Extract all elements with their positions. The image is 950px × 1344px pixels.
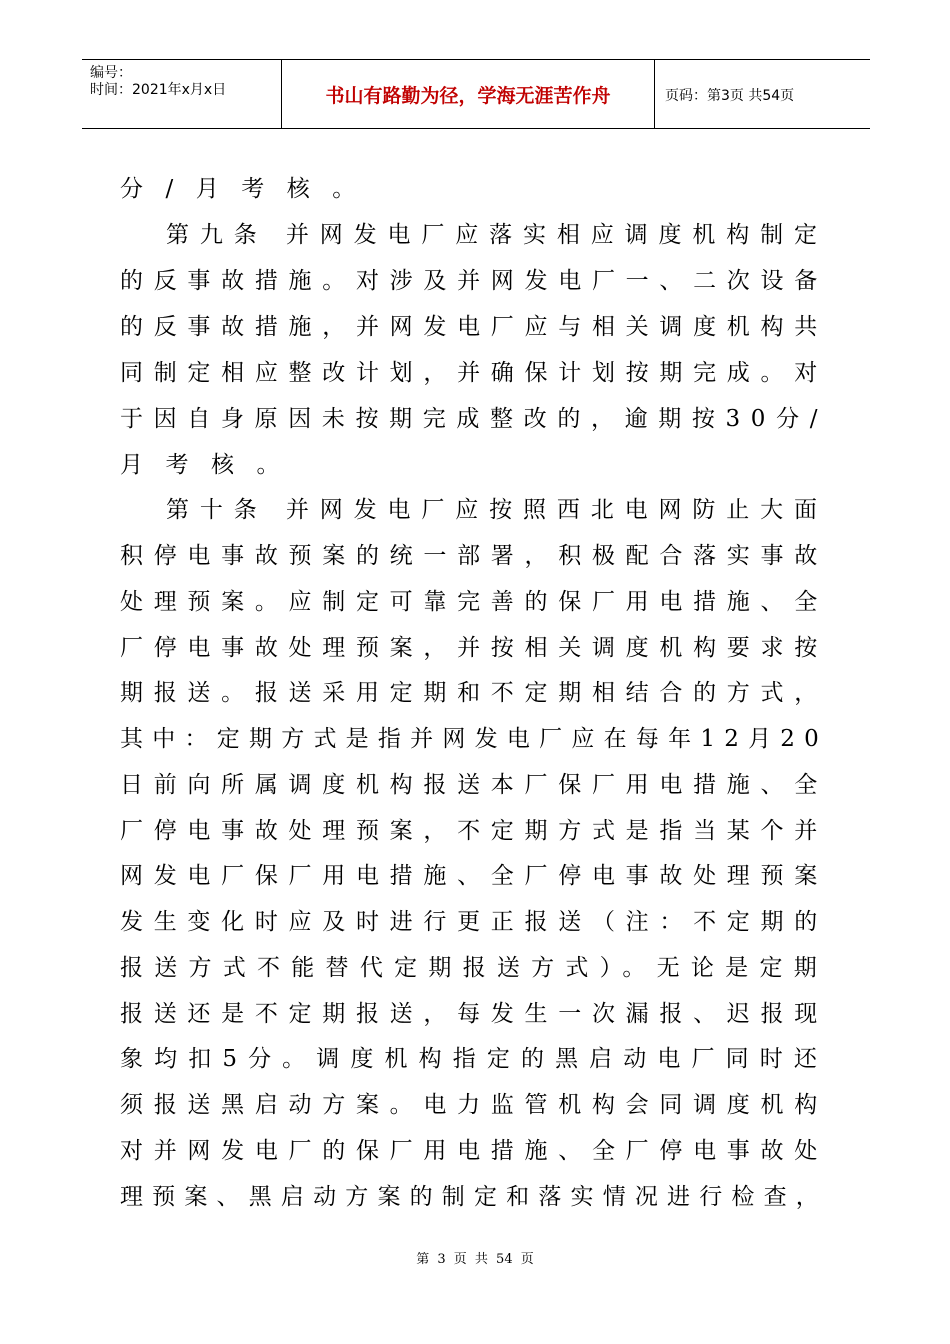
text-line: 第九条 并网发电厂应落实相应调度机构制定 — [166, 222, 828, 248]
header-page-cell — [655, 60, 870, 128]
text-line: 网发电厂保厂用电措施、全厂停电事故处理预案 — [120, 863, 828, 889]
text-line: 同制定相应整改计划，并确保计划按期完成。对 — [120, 360, 828, 386]
text-line: 月考核。 — [120, 452, 302, 478]
text-line: 厂停电事故处理预案，不定期方式是指当某个并 — [120, 818, 828, 844]
page-footer: 第 3 页 共 54 页 — [416, 1252, 534, 1267]
text-line: 理预案、黑启动方案的制定和落实情况进行检查， — [120, 1184, 828, 1210]
text-line: 其中：定期方式是指并网发电厂应在每年12月20 — [120, 726, 829, 752]
text-line: 分/月考核。 — [120, 176, 378, 202]
text-line: 的反事故措施，并网发电厂应与相关调度机构共 — [120, 314, 828, 340]
header-motto: 书山有路勤为径，学海无涯苦作舟 — [325, 85, 611, 107]
text-line: 厂停电事故处理预案，并按相关调度机构要求按 — [120, 635, 828, 661]
text-line: 报送还是不定期报送，每发生一次漏报、迟报现 — [120, 1001, 828, 1027]
text-line: 报送方式不能替代定期报送方式）。无论是定期 — [120, 955, 828, 981]
header-motto-cell — [282, 60, 655, 128]
text-line: 须报送黑启动方案。电力监管机构会同调度机构 — [120, 1092, 828, 1118]
header-meta-cell — [82, 60, 282, 128]
text-line: 日前向所属调度机构报送本厂保厂用电措施、全 — [120, 772, 828, 798]
text-line: 积停电事故预案的统一部署，积极配合落实事故 — [120, 543, 828, 569]
text-line: 处理预案。应制定可靠完善的保厂用电措施、全 — [120, 589, 828, 615]
text-line: 第十条 并网发电厂应按照西北电网防止大面 — [166, 497, 828, 523]
page-header — [82, 59, 870, 129]
text-line: 的反事故措施。对涉及并网发电厂一、二次设备 — [120, 268, 828, 294]
text-line: 象均扣5分。调度机构指定的黑启动电厂同时还 — [120, 1046, 828, 1072]
text-line: 期报送。报送采用定期和不定期相结合的方式， — [120, 680, 828, 706]
text-line: 发生变化时应及时进行更正报送（注：不定期的 — [120, 909, 828, 935]
text-line: 对并网发电厂的保厂用电措施、全厂停电事故处 — [120, 1138, 828, 1164]
text-line: 于因自身原因未按期完成整改的，逾期按30分/ — [120, 406, 829, 432]
header-page-info: 页码：第3页 共54页 — [665, 88, 795, 104]
document-time-label: 时间：2021年x月x日 — [90, 82, 227, 98]
document-number-label: 编号： — [90, 65, 132, 81]
